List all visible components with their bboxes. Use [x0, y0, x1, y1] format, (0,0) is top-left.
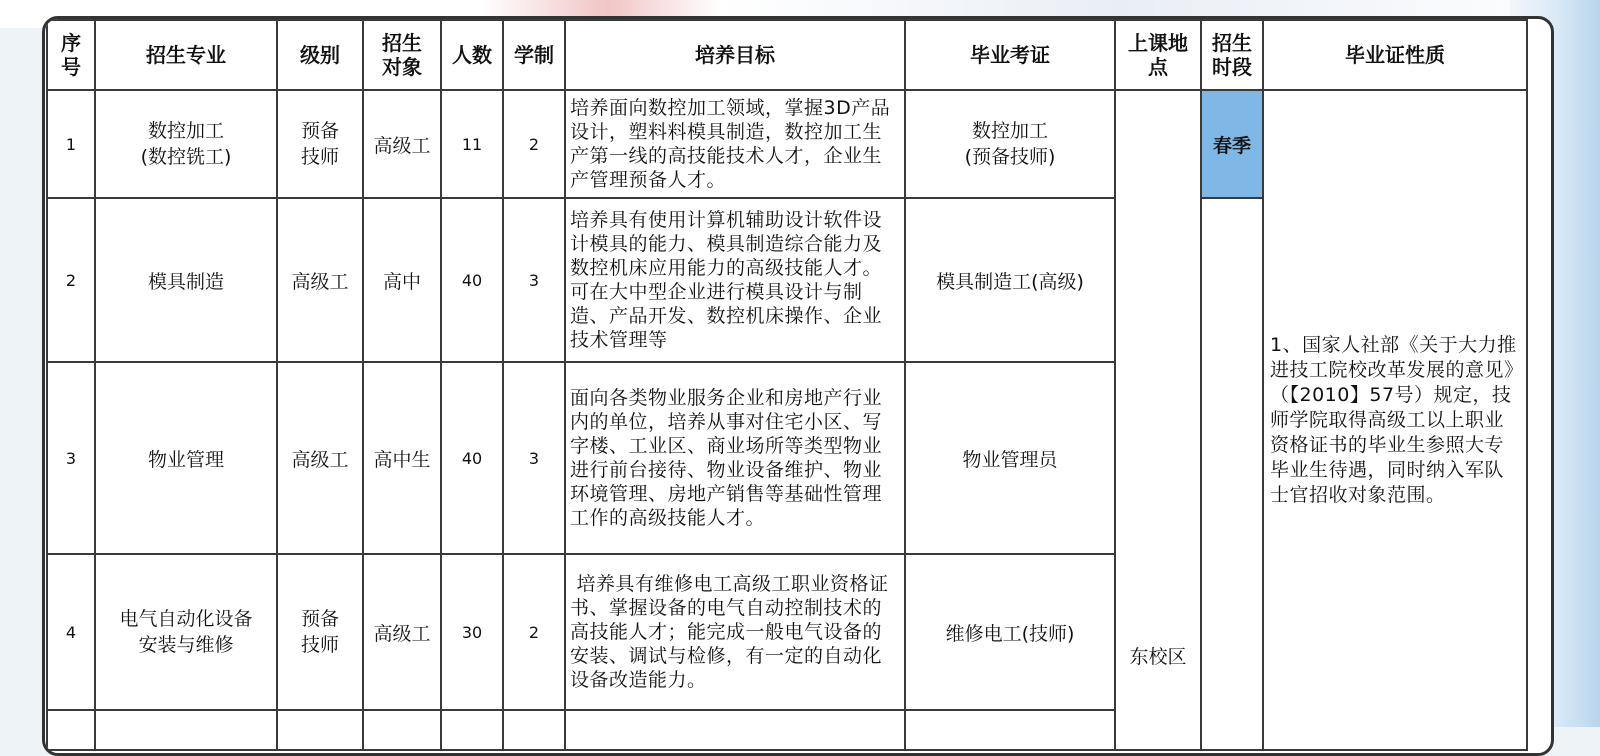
header-seq: 序 号: [47, 20, 95, 90]
header-major: 招生专业: [95, 20, 277, 90]
enrollment-table: [46, 19, 1528, 751]
cell-major: 数控加工 (数控铣工): [95, 90, 277, 198]
cell-seq: 1: [47, 90, 95, 198]
cell-count: 11: [441, 90, 503, 198]
cell-count: 40: [441, 198, 503, 362]
cell-target: 高级工: [363, 90, 441, 198]
cell-seq: 2: [47, 198, 95, 362]
cell-years: [503, 710, 565, 750]
cell-seq: 3: [47, 362, 95, 554]
cell-count: 30: [441, 554, 503, 710]
cell-seq: [47, 710, 95, 750]
cell-exam: 数控加工 (预备技师): [905, 90, 1115, 198]
cell-goal: 培养具有使用计算机辅助设计软件设计模具的能力、模具制造综合能力及数控机床应用能力的高级技能人才。可在大中型企业进行模具设计与制造、产品开发、数控机床操作、企业技术管理等: [565, 198, 905, 362]
cell-level: 高级工: [277, 198, 363, 362]
header-level: 级别: [277, 20, 363, 90]
cell-cert-nature: 1、国家人社部《关于大力推进技工院校改革发展的意见》（【2010】57号）规定，技师学院取得高级工以上职业资格证书的毕业生参照大专毕业生待遇，同时纳入军队士官招收对象范围。: [1263, 90, 1527, 750]
cell-period-empty: [1201, 198, 1263, 750]
cell-major: 模具制造: [95, 198, 277, 362]
cell-level: 预备 技师: [277, 554, 363, 710]
header-row: [47, 20, 1527, 90]
cell-exam: 模具制造工(高级): [905, 198, 1115, 362]
header-years: 学制: [503, 20, 565, 90]
cell-target: 高级工: [363, 554, 441, 710]
header-cert: 毕业证性质: [1263, 20, 1527, 90]
cell-years: 2: [503, 90, 565, 198]
cell-exam: 物业管理员: [905, 362, 1115, 554]
cell-count: [441, 710, 503, 750]
cell-years: 3: [503, 362, 565, 554]
cell-target: 高中生: [363, 362, 441, 554]
header-count: 人数: [441, 20, 503, 90]
cell-target: 高中: [363, 198, 441, 362]
cell-count: 40: [441, 362, 503, 554]
cell-major: 电气自动化设备 安装与维修: [95, 554, 277, 710]
cell-major: [95, 710, 277, 750]
header-target: 招生 对象: [363, 20, 441, 90]
cell-target: [363, 710, 441, 750]
cell-level: [277, 710, 363, 750]
cell-exam: 维修电工(技师): [905, 554, 1115, 710]
cell-years: 3: [503, 198, 565, 362]
cell-years: 2: [503, 554, 565, 710]
cell-level: 预备 技师: [277, 90, 363, 198]
cell-goal: 培养面向数控加工领域，掌握3D产品设计，塑料料模具制造，数控加工生产第一线的高技能技术人才，企业生产管理预备人才。: [565, 90, 905, 198]
header-exam: 毕业考证: [905, 20, 1115, 90]
cell-location: 东校区: [1115, 90, 1201, 750]
header-location: 上课地 点: [1115, 20, 1201, 90]
cell-seq: 4: [47, 554, 95, 710]
cell-level: 高级工: [277, 362, 363, 554]
header-period: 招生 时段: [1201, 20, 1263, 90]
header-goal: 培养目标: [565, 20, 905, 90]
cell-period: 春季: [1201, 90, 1263, 198]
cell-major: 物业管理: [95, 362, 277, 554]
cell-goal: 面向各类物业服务企业和房地产行业内的单位，培养从事对住宅小区、写字楼、工业区、商业场所等类型物业进行前台接待、物业设备维护、物业环境管理、房地产销售等基础性管理工作的高级技能人才。: [565, 362, 905, 554]
cell-goal: 培养具有维修电工高级工职业资格证书、掌握设备的电气自动控制技术的高技能人才；能完成一般电气设备的安装、调试与检修，有一定的自动化设备改造能力。: [565, 554, 905, 710]
enrollment-table-card: [42, 16, 1554, 756]
cell-goal: [565, 710, 905, 750]
table-row: [47, 90, 1527, 198]
cell-exam: [905, 710, 1115, 750]
